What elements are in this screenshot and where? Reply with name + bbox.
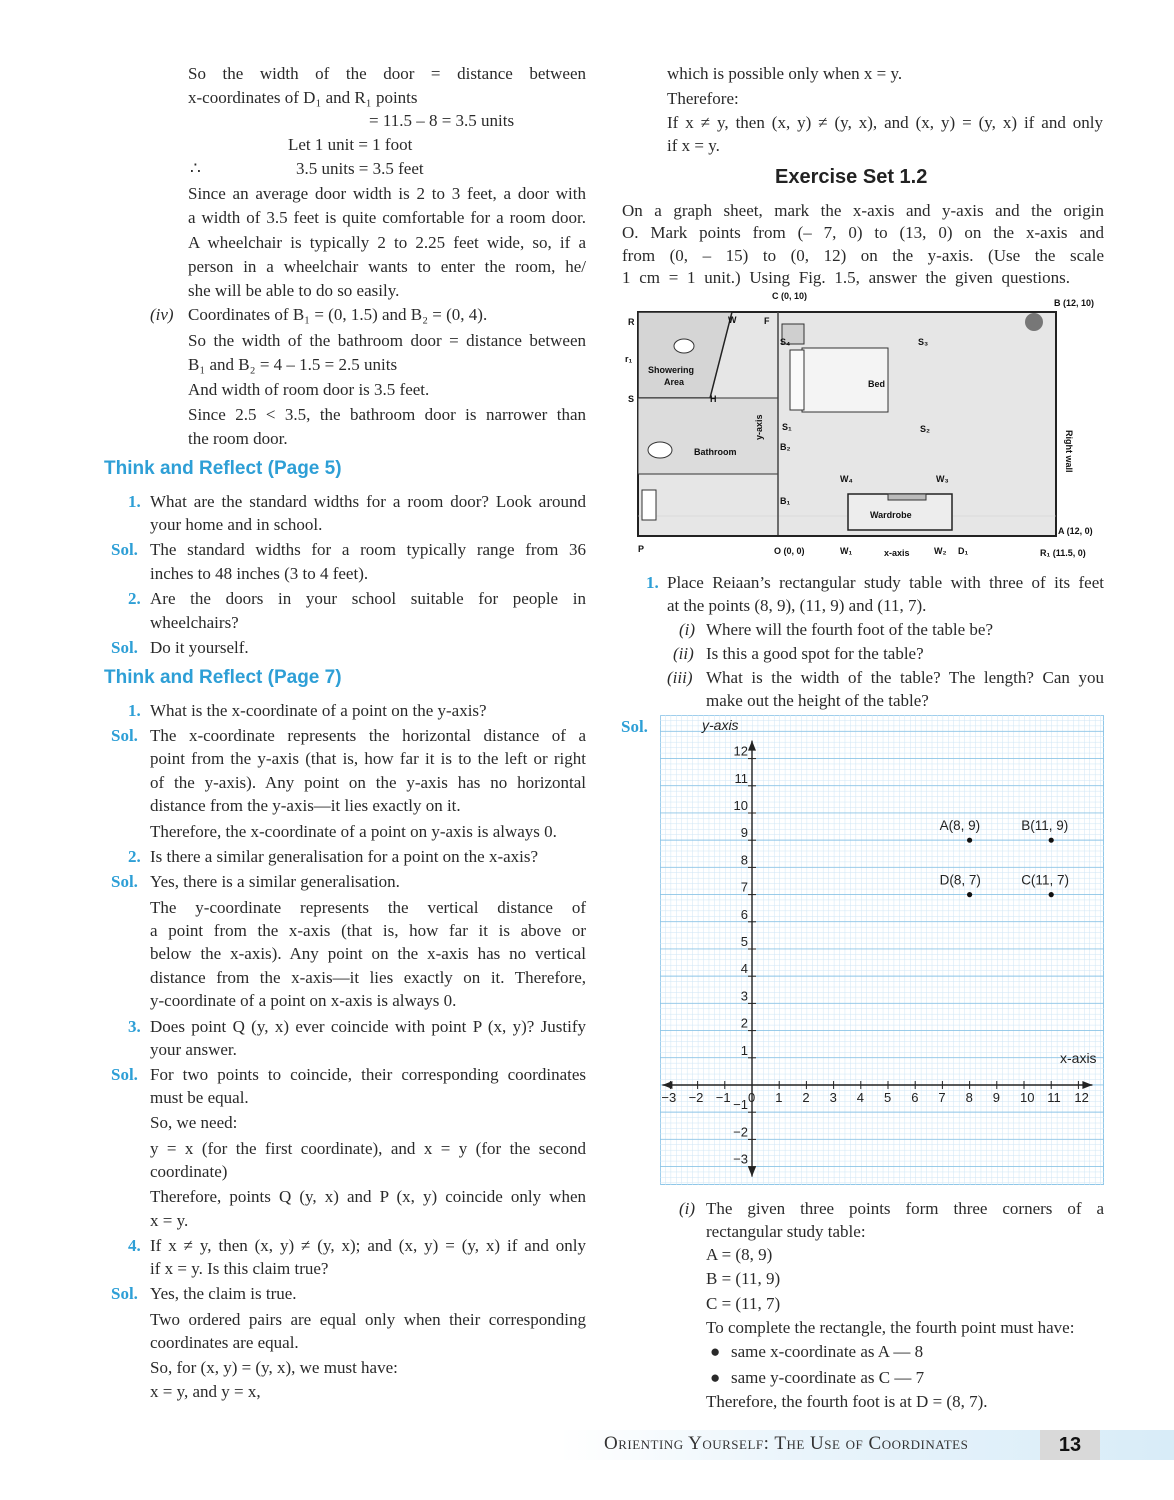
- text-line: For two points to coincide, their corresponding coordinates: [150, 1065, 586, 1084]
- label-p: P: [638, 544, 645, 554]
- label-r1: r₁: [625, 354, 633, 364]
- question-number: 4.: [128, 1236, 141, 1255]
- text-line: To complete the rectangle, the fourth point must have:: [706, 1318, 1075, 1337]
- text-line: What is the width of the table? The length? Can you: [706, 668, 1104, 687]
- text-line: distance from the y-axis—it lies exactly on it.: [150, 796, 461, 815]
- text-line: Since 2.5 < 3.5, the bathroom door is narrower than: [188, 405, 586, 424]
- y-tick-label: 9: [740, 825, 748, 841]
- label-w1: W₁: [840, 546, 853, 556]
- text-line: Is this a good spot for the table?: [706, 644, 924, 663]
- text-line: O. Mark points from (– 7, 0) to (13, 0) on the x-axis and: [622, 223, 1104, 242]
- data-point: [967, 892, 972, 897]
- x-tick-label: 2: [802, 1090, 810, 1105]
- text-line: point from the y-axis (that is, how far it is to the left or right: [150, 749, 586, 768]
- y-tick-label: 8: [740, 852, 748, 868]
- text-line: rectangular study table:: [706, 1222, 866, 1241]
- text-line: Since an average door width is 2 to 3 feet, a door with: [188, 184, 586, 203]
- x-tick-label: −1: [715, 1090, 731, 1105]
- text-line: Do it yourself.: [150, 638, 249, 657]
- x-tick-label: −2: [688, 1090, 704, 1105]
- text-line: Let 1 unit = 1 foot: [288, 135, 413, 154]
- label-b1: B₁: [780, 496, 791, 506]
- question-number: 1.: [128, 492, 141, 511]
- point-label: B(11, 9): [1021, 818, 1069, 834]
- text-line: from (0, – 15) to (0, 12) on the y-axis. (Use the scale: [622, 246, 1104, 265]
- x-tick-label: 0: [748, 1090, 756, 1105]
- text-line: Coordinates of B₁ = (0, 1.5) and B₂ = (0, 4).: [188, 305, 488, 324]
- text-line: coordinates are equal.: [150, 1333, 299, 1352]
- page-number: 13: [1040, 1430, 1100, 1460]
- label-s4: S₄: [780, 337, 791, 347]
- label-s: S: [628, 394, 635, 404]
- text-line: So the width of the bathroom door = distance between: [188, 331, 586, 350]
- sol-label: Sol.: [111, 1065, 138, 1084]
- question-number: 3.: [128, 1017, 141, 1036]
- shower-icon: [674, 339, 694, 353]
- question-number: 2.: [128, 589, 141, 608]
- x-tick-label: 7: [938, 1090, 946, 1105]
- y-tick-label: 4: [740, 961, 748, 977]
- x-tick-label: 1: [775, 1090, 783, 1105]
- text-line: Where will the fourth foot of the table be?: [706, 620, 993, 639]
- label-c: C (0, 10): [772, 291, 808, 301]
- x-tick-label: 5: [884, 1090, 892, 1105]
- room-figure: [622, 290, 1106, 560]
- y-tick-label: 7: [740, 879, 748, 895]
- text-line: a width of 3.5 feet is quite comfortable for a room door.: [188, 208, 586, 227]
- label-shower-2: Area: [664, 377, 685, 387]
- text-line: 3.5 units = 3.5 feet: [296, 159, 424, 178]
- text-line: So the width of the door = distance between: [188, 64, 586, 83]
- plant-icon: [1025, 313, 1043, 331]
- label-fig-yaxis: y-axis: [754, 414, 764, 440]
- label-f: F: [764, 316, 770, 326]
- text-line: The y-coordinate represents the vertical distance of: [150, 898, 586, 917]
- label-s3: S₃: [918, 337, 929, 347]
- y-tick-label: 10: [733, 798, 748, 813]
- text-line: same x-coordinate as A — 8: [731, 1342, 924, 1361]
- x-tick-label: −3: [661, 1090, 677, 1105]
- section-heading: Think and Reflect (Page 7): [104, 667, 342, 688]
- text-line: Therefore, the fourth foot is at D = (8, 7).: [706, 1392, 988, 1411]
- text-line: What are the standard widths for a room door? Look around: [150, 492, 586, 511]
- y-tick-label: 5: [740, 934, 748, 949]
- y-tick-label: 6: [740, 906, 748, 922]
- sol-label: Sol.: [111, 726, 138, 745]
- text-line: y = x (for the first coordinate), and x = y (for the second: [150, 1139, 586, 1158]
- sol-label: Sol.: [111, 872, 138, 891]
- text-line: B = (11, 9): [706, 1269, 781, 1288]
- label-r: R: [628, 317, 635, 327]
- grid: [660, 715, 1104, 1185]
- x-tick-label: 9: [992, 1090, 1001, 1105]
- text-line: if x = y.: [667, 136, 720, 155]
- label-a: A (12, 0): [1058, 526, 1093, 536]
- text-line: Place Reiaan’s rectangular study table with three of its feet: [667, 573, 1104, 592]
- text-line: y-coordinate of a point on x-axis is always 0.: [150, 991, 457, 1010]
- text-line: 1 cm = 1 unit.) Using Fig. 1.5, answer the given questions.: [622, 268, 1070, 287]
- item-number: (ii): [673, 644, 694, 663]
- text-line: C = (11, 7): [706, 1294, 781, 1313]
- label-right-wall: Right wall: [1064, 430, 1074, 473]
- text-line: your home and in school.: [150, 515, 323, 534]
- text-line: Does point Q (y, x) ever coincide with point P (x, y)? Justify: [150, 1017, 586, 1036]
- text-line: make out the height of the table?: [706, 691, 929, 710]
- y-tick-label: −1: [733, 1097, 748, 1113]
- text-line: Is there a similar generalisation for a point on the x-axis?: [150, 847, 539, 866]
- label-b2: B₂: [780, 442, 791, 452]
- point-label: A(8, 9): [939, 818, 981, 834]
- text-line: Therefore, points Q (y, x) and P (x, y) coincide only when: [150, 1187, 586, 1206]
- label-xaxis: x-axis: [884, 548, 910, 558]
- point-label: C(11, 7): [1021, 872, 1069, 888]
- sol-label: Sol.: [111, 638, 138, 657]
- item-number: (i): [679, 620, 696, 639]
- sol-label: Sol.: [111, 1284, 138, 1303]
- text-line: which is possible only when x = y.: [667, 64, 903, 83]
- item-number: (i): [679, 1199, 696, 1218]
- wardrobe-drawer: [888, 494, 926, 500]
- label-r11: R₁ (11.5, 0): [1040, 548, 1086, 558]
- x-tick-label: 11: [1047, 1090, 1061, 1105]
- text-line: The x-coordinate represents the horizontal distance of a: [150, 726, 586, 745]
- y-tick-label: 2: [740, 1015, 748, 1031]
- text-line: = 11.5 – 8 = 3.5 units: [369, 111, 515, 130]
- coordinate-graph: [660, 715, 1104, 1185]
- text-line: if x = y. Is this claim true?: [150, 1259, 329, 1278]
- text-line: Therefore, the x-coordinate of a point on y-axis is always 0.: [150, 822, 557, 841]
- y-tick-label: −3: [733, 1151, 748, 1167]
- text-line: the room door.: [188, 429, 288, 448]
- label-b: B (12, 10): [1054, 298, 1095, 308]
- x-tick-label: 4: [856, 1090, 865, 1105]
- bullet-icon: ●: [710, 1368, 721, 1387]
- question-number: 1.: [128, 701, 141, 720]
- text-line: x-coordinates of D₁ and R₁ points: [188, 88, 418, 107]
- text-line: A = (8, 9): [706, 1245, 773, 1264]
- text-line: The standard widths for a room typically range from 36: [150, 540, 586, 559]
- text-line: at the points (8, 9), (11, 9) and (11, 7).: [667, 596, 927, 615]
- text-line: a point from the x-axis (that is, how far it is above or: [150, 921, 586, 940]
- label-w4: W₄: [840, 474, 853, 484]
- text-line: So, we need:: [150, 1113, 238, 1132]
- text-line: If x ≠ y, then (x, y) ≠ (y, x); and (x, y) = (y, x) if and only: [150, 1236, 586, 1255]
- label-d1: D₁: [958, 546, 969, 556]
- text-line: Are the doors in your school suitable for people in: [150, 589, 586, 608]
- x-tick-label: 6: [911, 1090, 919, 1105]
- data-point: [1049, 892, 1054, 897]
- x-tick-label: 3: [829, 1090, 837, 1105]
- text-line: Yes, the claim is true.: [150, 1284, 297, 1303]
- text-line: coordinate): [150, 1162, 228, 1181]
- text-line: And width of room door is 3.5 feet.: [188, 380, 430, 399]
- data-point: [1049, 838, 1054, 843]
- text-line: Two ordered pairs are equal only when their corresponding: [150, 1310, 586, 1329]
- label-wardrobe: Wardrobe: [870, 510, 912, 520]
- text-line: x = y, and y = x,: [150, 1382, 261, 1401]
- text-line: person in a wheelchair wants to enter the room, he/: [188, 257, 586, 276]
- text-line: Yes, there is a similar generalisation.: [150, 872, 400, 891]
- label-s1: S₁: [782, 422, 792, 432]
- therefore-symbol: ∴: [190, 159, 201, 178]
- exercise-heading: Exercise Set 1.2: [775, 166, 928, 188]
- text-line: she will be able to do so easily.: [188, 281, 400, 300]
- x-axis-label: x-axis: [1060, 1050, 1097, 1066]
- label-w2: W₂: [934, 546, 947, 556]
- label-origin: O (0, 0): [774, 546, 805, 556]
- data-point: [967, 838, 972, 843]
- text-line: same y-coordinate as C — 7: [731, 1368, 925, 1387]
- label-s2: S₂: [920, 424, 931, 434]
- text-line: What is the x-coordinate of a point on the y-axis?: [150, 701, 487, 720]
- y-tick-label: −2: [733, 1124, 748, 1140]
- pillow-icon: [790, 350, 804, 410]
- text-line: On a graph sheet, mark the x-axis and y-axis and the origin: [622, 201, 1104, 220]
- toilet-icon: [648, 442, 672, 458]
- item-number: (iii): [667, 668, 693, 687]
- label-h: H: [710, 394, 717, 404]
- footer-title: Orienting Yourself: The Use of Coordinates: [604, 1433, 969, 1454]
- text-line: wheelchairs?: [150, 613, 239, 632]
- label-w: W: [728, 315, 737, 325]
- text-line: The given three points form three corners of a: [706, 1199, 1104, 1218]
- y-tick-label: 1: [740, 1042, 748, 1058]
- sol-label: Sol.: [621, 717, 648, 736]
- text-line: inches to 48 inches (3 to 4 feet).: [150, 564, 369, 583]
- item-number: (iv): [150, 305, 174, 324]
- text-line: B₁ and B₂ = 4 – 1.5 = 2.5 units: [188, 355, 398, 374]
- x-tick-label: 12: [1074, 1090, 1089, 1105]
- text-line: If x ≠ y, then (x, y) ≠ (y, x), and (x, y) = (y, x) if and only: [667, 113, 1103, 132]
- bullet-icon: ●: [710, 1342, 721, 1361]
- x-tick-label: 10: [1020, 1090, 1035, 1105]
- y-axis-label: y-axis: [702, 717, 739, 733]
- label-bathroom: Bathroom: [694, 447, 737, 457]
- label-bed: Bed: [868, 379, 886, 389]
- x-tick-label: 8: [965, 1090, 973, 1105]
- question-number: 2.: [128, 847, 141, 866]
- text-line: must be equal.: [150, 1088, 249, 1107]
- text-line: distance from the x-axis—it lies exactly on it. Therefore,: [150, 968, 586, 987]
- label-shower-1: Showering: [648, 365, 695, 375]
- text-line: below the x-axis). Any point on the x-axis has no vertical: [150, 944, 586, 963]
- text-line: A wheelchair is typically 2 to 2.25 feet wide, so, if a: [188, 233, 586, 252]
- question-number: 1.: [646, 573, 659, 592]
- text-line: So, for (x, y) = (y, x), we must have:: [150, 1358, 398, 1377]
- y-tick-label: 3: [740, 988, 748, 1004]
- text-line: Therefore:: [667, 89, 739, 108]
- text-line: of the y-axis). Any point on the y-axis has no horizontal: [150, 773, 586, 792]
- section-heading: Think and Reflect (Page 5): [104, 458, 342, 479]
- label-w3: W₃: [936, 474, 949, 484]
- y-tick-label: 12: [733, 743, 748, 759]
- sink-icon: [642, 490, 656, 520]
- text-line: your answer.: [150, 1040, 237, 1059]
- text-line: x = y.: [150, 1211, 189, 1230]
- point-label: D(8, 7): [939, 872, 981, 888]
- sol-label: Sol.: [111, 540, 138, 559]
- y-tick-label: 11: [734, 770, 748, 786]
